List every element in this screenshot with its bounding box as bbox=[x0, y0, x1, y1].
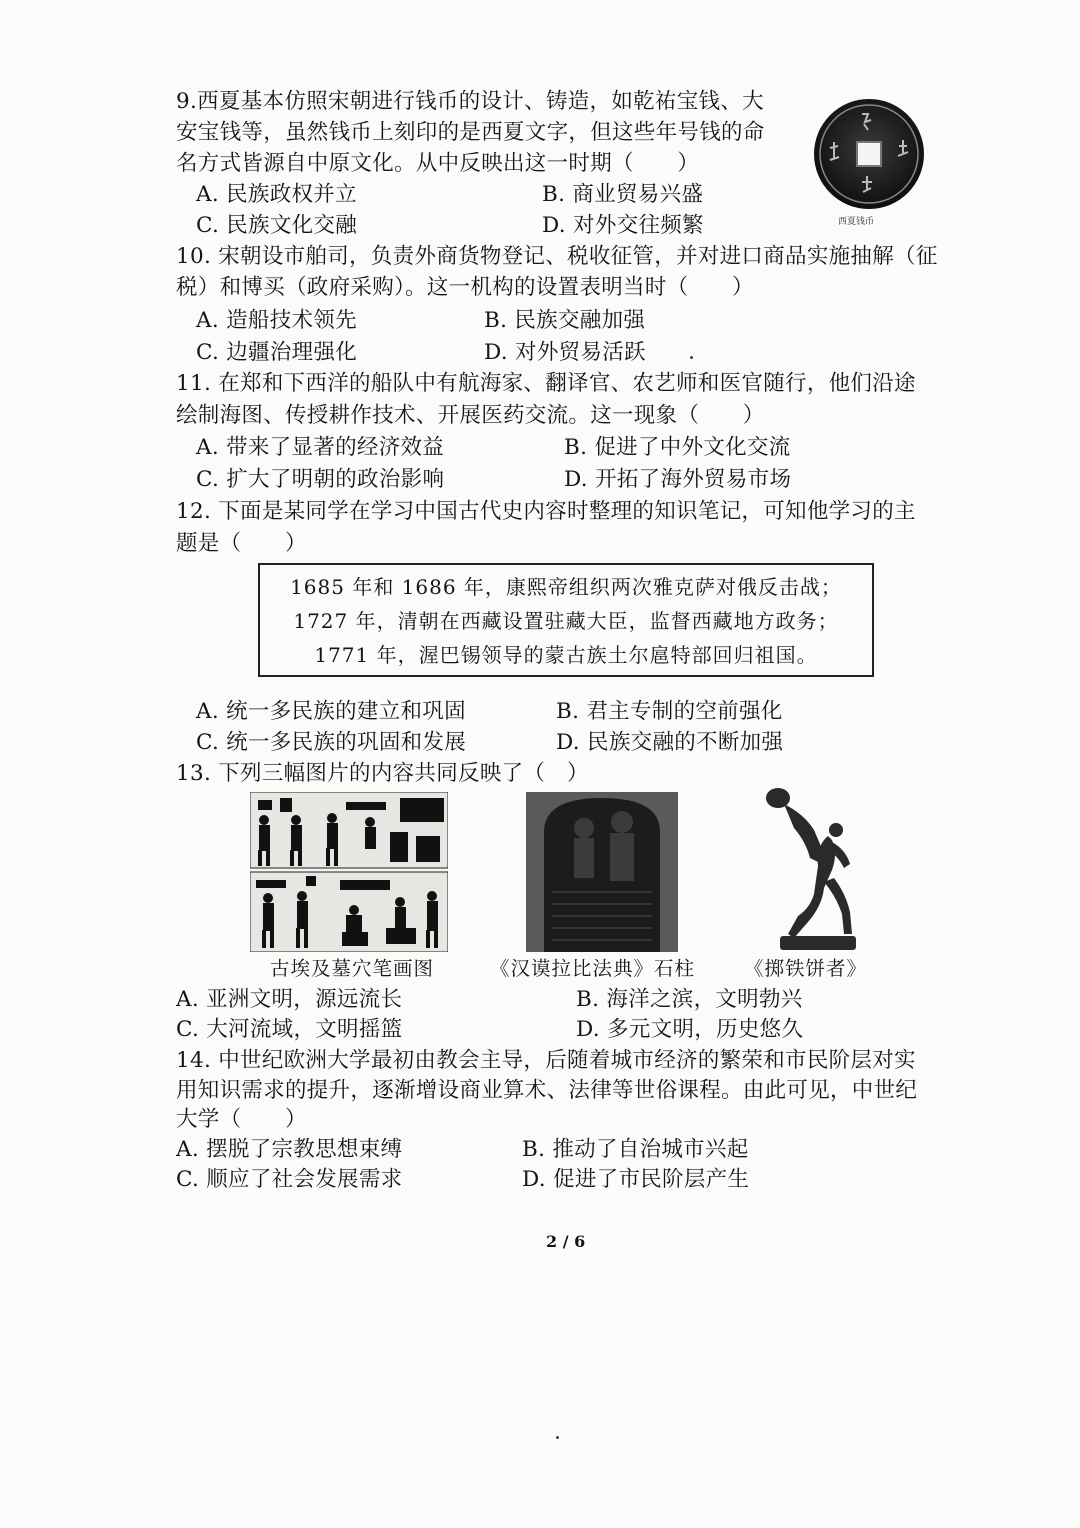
q9-option-d[interactable]: D. 对外交往频繁 bbox=[542, 213, 704, 238]
q11-option-b[interactable]: B. 促进了中外文化交流 bbox=[564, 435, 791, 460]
coin-caption: 西夏钱币 bbox=[838, 217, 875, 227]
q13-line-1: 13. 下列三幅图片的内容共同反映了（ ） bbox=[176, 761, 589, 786]
q10-line-2: 税）和博买（政府采购）。这一机构的设置表明当时（ ） bbox=[176, 275, 754, 300]
q12-option-b[interactable]: B. 君主专制的空前强化 bbox=[556, 699, 783, 724]
q12-option-d[interactable]: D. 民族交融的不断加强 bbox=[556, 730, 784, 755]
page-number: 2 / 6 bbox=[546, 1232, 586, 1251]
q9-line-1: 9.西夏基本仿照宋朝进行钱币的设计、铸造，如乾祐宝钱、大 bbox=[176, 89, 764, 114]
q12-option-a[interactable]: A. 统一多民族的建立和巩固 bbox=[196, 699, 466, 724]
q11-line-2: 绘制海图、传授耕作技术、开展医药交流。这一现象（ ） bbox=[176, 403, 765, 428]
q10-option-a[interactable]: A. 造船技术领先 bbox=[196, 308, 357, 333]
q12-line-2: 题是（ ） bbox=[176, 531, 307, 556]
q12-option-c[interactable]: C. 统一多民族的巩固和发展 bbox=[196, 730, 467, 755]
knowledge-notes-box bbox=[258, 563, 874, 677]
egypt-tomb-painting-image bbox=[250, 792, 448, 952]
q14-option-b[interactable]: B. 推动了自治城市兴起 bbox=[522, 1137, 749, 1162]
scan-speck bbox=[690, 356, 693, 359]
hammurabi-stele-image bbox=[526, 792, 678, 952]
notes-line-2: 1727 年，清朝在西藏设置驻藏大臣，监督西藏地方政务； bbox=[293, 609, 839, 633]
q9-option-b[interactable]: B. 商业贸易兴盛 bbox=[542, 182, 704, 207]
q12-line-1: 12. 下面是某同学在学习中国古代史内容时整理的知识笔记，可知他学习的主 bbox=[176, 499, 916, 524]
q13-option-d[interactable]: D. 多元文明，历史悠久 bbox=[576, 1017, 804, 1042]
q14-option-d[interactable]: D. 促进了市民阶层产生 bbox=[522, 1167, 750, 1192]
q11-option-d[interactable]: D. 开拓了海外贸易市场 bbox=[564, 467, 792, 492]
notes-line-1: 1685 年和 1686 年，康熙帝组织两次雅克萨对俄反击战； bbox=[290, 575, 842, 599]
q9-option-c[interactable]: C. 民族文化交融 bbox=[196, 213, 358, 238]
q11-option-c[interactable]: C. 扩大了明朝的政治影响 bbox=[196, 467, 445, 492]
q10-option-d[interactable]: D. 对外贸易活跃 bbox=[484, 340, 646, 365]
q11-line-1: 11. 在郑和下西洋的船队中有航海家、翻译官、农艺师和医官随行，他们沿途 bbox=[176, 371, 916, 396]
discobolus-statue-image bbox=[758, 784, 858, 956]
q9-line-3: 名方式皆源自中原文化。从中反映出这一时期（ ） bbox=[176, 151, 700, 176]
q14-line-1: 14. 中世纪欧洲大学最初由教会主导，后随着城市经济的繁荣和市民阶层对实 bbox=[176, 1048, 916, 1073]
q10-option-c[interactable]: C. 边疆治理强化 bbox=[196, 340, 358, 365]
q14-option-a[interactable]: A. 摆脱了宗教思想束缚 bbox=[176, 1137, 403, 1162]
scan-speck bbox=[556, 1436, 559, 1439]
q14-option-c[interactable]: C. 顺应了社会发展需求 bbox=[176, 1167, 403, 1192]
caption-hammurabi-stele: 《汉谟拉比法典》石柱 bbox=[490, 957, 696, 980]
q13-option-b[interactable]: B. 海洋之滨，文明勃兴 bbox=[576, 987, 803, 1012]
q14-line-3: 大学（ ） bbox=[176, 1107, 307, 1132]
q10-line-1: 10. 宋朝设市舶司，负责外商货物登记、税收征管，并对进口商品实施抽解（征 bbox=[176, 244, 938, 269]
q13-option-a[interactable]: A. 亚洲文明，源远流长 bbox=[176, 987, 403, 1012]
caption-egypt-painting: 古埃及墓穴笔画图 bbox=[270, 957, 435, 980]
caption-discobolus: 《掷铁饼者》 bbox=[744, 957, 868, 980]
q11-option-a[interactable]: A. 带来了显著的经济效益 bbox=[196, 435, 445, 460]
q14-line-2: 用知识需求的提升，逐渐增设商业算术、法律等世俗课程。由此可见，中世纪 bbox=[176, 1078, 918, 1103]
q9-line-2: 安宝钱等，虽然钱币上刻印的是西夏文字，但这些年号钱的命 bbox=[176, 120, 765, 145]
q13-option-c[interactable]: C. 大河流域，文明摇篮 bbox=[176, 1017, 403, 1042]
q9-option-a[interactable]: A. 民族政权并立 bbox=[196, 182, 357, 207]
q10-option-b[interactable]: B. 民族交融加强 bbox=[484, 308, 646, 333]
notes-line-3: 1771 年，渥巴锡领导的蒙古族土尔扈特部回归祖国。 bbox=[314, 643, 818, 667]
